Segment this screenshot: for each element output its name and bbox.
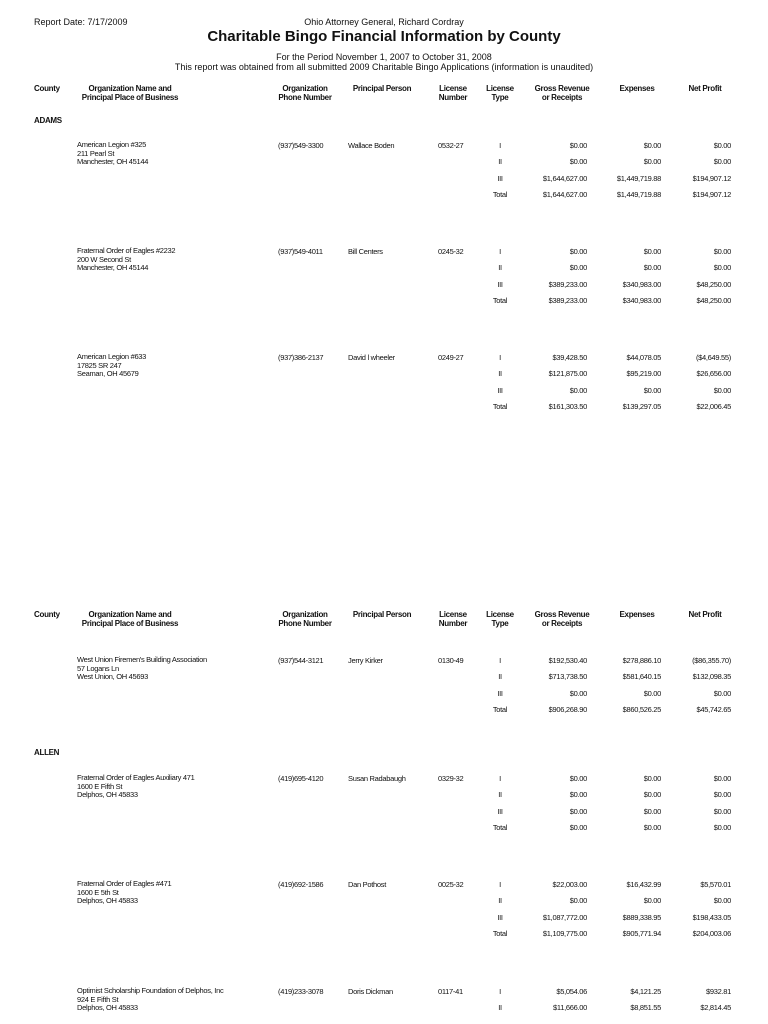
expenses-cell: $4,121.25 <box>630 987 661 996</box>
revenue-cell: $1,087,772.00 <box>542 913 587 922</box>
col-type-line2: Type <box>491 619 509 628</box>
org-address <box>77 774 195 800</box>
net-profit-cell: $198,433.05 <box>692 913 731 922</box>
org-street: 200 W Second St <box>77 254 131 264</box>
license-type-cell: II <box>498 369 502 378</box>
net-profit-cell: $932.81 <box>705 987 731 996</box>
revenue-cell: $0.00 <box>569 896 587 905</box>
col-license-line2: Number <box>438 93 468 102</box>
org-name: Fraternal Order of Eagles #2232 <box>77 246 176 255</box>
license-type-cell: II <box>498 263 502 272</box>
org-license-number: 0249-27 <box>438 353 464 362</box>
expenses-cell: $1,449,719.88 <box>616 174 661 183</box>
org-principal-person: Dan Pothost <box>348 880 386 889</box>
license-type-cell: I <box>499 880 501 889</box>
org-address <box>77 880 171 906</box>
col-org <box>70 610 190 628</box>
net-profit-cell: $194,907.12 <box>692 174 731 183</box>
expenses-cell: $0.00 <box>643 386 661 395</box>
expenses-cell: $581,640.15 <box>622 672 661 681</box>
license-type-cell: III <box>497 386 503 395</box>
expenses-cell: $860,526.25 <box>622 705 661 714</box>
expenses-cell: $889,338.95 <box>622 913 661 922</box>
expenses-cell: $95,219.00 <box>626 369 661 378</box>
license-type-cell: II <box>498 157 502 166</box>
col-revenue <box>522 610 602 628</box>
col-org-line1: Organization Name and <box>88 84 172 93</box>
col-phone-line1: Organization <box>282 84 328 93</box>
revenue-cell: $389,233.00 <box>548 280 587 289</box>
org-city: Delphos, OH 45833 <box>77 790 138 799</box>
net-profit-cell: $48,250.00 <box>696 296 731 305</box>
org-street: 211 Pearl St <box>77 148 115 158</box>
license-type-cell: Total <box>492 402 508 411</box>
revenue-cell: $1,644,627.00 <box>542 190 587 199</box>
col-type-line1: License <box>486 610 514 619</box>
license-type-cell: III <box>497 174 503 183</box>
report-title: Charitable Bingo Financial Information by County <box>207 28 561 45</box>
org-address <box>77 353 146 379</box>
org-phone: (419)233-3078 <box>278 987 324 996</box>
revenue-cell: $5,054.06 <box>556 987 587 996</box>
org-address <box>77 987 223 1013</box>
org-principal-person: Bill Centers <box>348 247 383 256</box>
org-city: Manchester, OH 45144 <box>77 263 149 272</box>
col-license-line1: License <box>439 610 467 619</box>
net-profit-cell: $0.00 <box>713 263 731 272</box>
org-principal-person: Jerry Kirker <box>348 656 383 665</box>
col-revenue-line1: Gross Revenue <box>534 610 590 619</box>
col-phone <box>265 84 345 102</box>
expenses-cell: $0.00 <box>643 896 661 905</box>
license-type-cell: III <box>497 689 503 698</box>
expenses-cell: $0.00 <box>643 807 661 816</box>
revenue-cell: $161,303.50 <box>548 402 587 411</box>
org-phone: (419)695-4120 <box>278 774 324 783</box>
col-license-type <box>475 84 525 102</box>
org-city: West Union, OH 45693 <box>77 672 148 681</box>
net-profit-cell: $0.00 <box>713 386 731 395</box>
org-principal-person: Doris Dickman <box>348 987 393 996</box>
org-city: Delphos, OH 45833 <box>77 1003 138 1012</box>
expenses-cell: $905,771.94 <box>622 929 661 938</box>
revenue-cell: $0.00 <box>569 157 587 166</box>
report-date: Report Date: 7/17/2009 <box>34 17 128 27</box>
net-profit-cell: $194,907.12 <box>692 190 731 199</box>
net-profit-cell: $0.00 <box>713 807 731 816</box>
org-city: Seaman, OH 45679 <box>77 369 139 378</box>
col-org-line1: Organization Name and <box>88 610 172 619</box>
net-profit-cell: $0.00 <box>713 689 731 698</box>
net-profit-cell: $0.00 <box>713 141 731 150</box>
org-phone: (937)386-2137 <box>278 353 324 362</box>
org-license-number: 0117-41 <box>438 987 463 996</box>
col-revenue-line2: or Receipts <box>541 93 583 102</box>
revenue-cell: $0.00 <box>569 386 587 395</box>
net-profit-cell: $0.00 <box>713 157 731 166</box>
expenses-cell: $16,432.99 <box>626 880 661 889</box>
license-type-cell: I <box>499 141 501 150</box>
col-revenue-line2: or Receipts <box>541 619 583 628</box>
org-principal-person: Wallace Boden <box>348 141 395 150</box>
col-org-line2: Principal Place of Business <box>81 619 179 628</box>
revenue-cell: $389,233.00 <box>548 296 587 305</box>
expenses-cell: $340,983.00 <box>622 296 661 305</box>
org-license-number: 0025-32 <box>438 880 464 889</box>
org-name: Fraternal Order of Eagles #471 <box>77 879 172 888</box>
license-type-cell: III <box>497 807 503 816</box>
org-license-number: 0245-32 <box>438 247 464 256</box>
revenue-cell: $0.00 <box>569 263 587 272</box>
revenue-cell: $906,268.90 <box>548 705 587 714</box>
revenue-cell: $713,738.50 <box>548 672 587 681</box>
revenue-cell: $22,003.00 <box>552 880 587 889</box>
net-profit-cell: $48,250.00 <box>696 280 731 289</box>
revenue-cell: $39,428.50 <box>552 353 587 362</box>
net-profit-cell: $0.00 <box>713 790 731 799</box>
org-address <box>77 141 148 167</box>
license-type-cell: Total <box>492 705 508 714</box>
org-street: 57 Logans Ln <box>77 663 119 673</box>
org-city: Delphos, OH 45833 <box>77 896 138 905</box>
revenue-cell: $1,109,775.00 <box>542 929 587 938</box>
org-principal-person: Susan Radabaugh <box>348 774 406 783</box>
net-profit-cell: $0.00 <box>713 823 731 832</box>
net-profit-cell: $5,570.01 <box>700 880 731 889</box>
expenses-cell: $0.00 <box>643 823 661 832</box>
org-name: West Union Firemen's Building Association <box>77 655 207 664</box>
expenses-cell: $278,886.10 <box>622 656 661 665</box>
col-county: County <box>34 610 60 619</box>
net-profit-cell: ($4,649.55) <box>695 353 731 362</box>
col-license-number <box>425 610 481 628</box>
org-name: Optimist Scholarship Foundation of Delphos, Inc <box>77 986 224 995</box>
revenue-cell: $121,875.00 <box>548 369 587 378</box>
col-type-line1: License <box>486 84 514 93</box>
expenses-cell: $0.00 <box>643 790 661 799</box>
license-type-cell: Total <box>492 823 508 832</box>
net-profit-cell: ($86,355.70) <box>692 656 731 665</box>
expenses-cell: $0.00 <box>643 141 661 150</box>
revenue-cell: $0.00 <box>569 790 587 799</box>
revenue-cell: $1,644,627.00 <box>542 174 587 183</box>
expenses-cell: $0.00 <box>643 689 661 698</box>
org-address <box>77 247 175 273</box>
col-expenses: Expenses <box>619 84 655 93</box>
county-name: ALLEN <box>34 748 60 757</box>
expenses-cell: $44,078.05 <box>626 353 661 362</box>
org-city: Manchester, OH 45144 <box>77 157 149 166</box>
net-profit-cell: $204,003.06 <box>692 929 731 938</box>
org-street: 17825 SR 247 <box>77 360 122 370</box>
license-type-cell: II <box>498 672 502 681</box>
col-phone-line2: Phone Number <box>278 619 332 628</box>
license-type-cell: I <box>499 247 501 256</box>
col-phone-line2: Phone Number <box>278 93 332 102</box>
net-profit-cell: $0.00 <box>713 774 731 783</box>
org-license-number: 0532-27 <box>438 141 464 150</box>
county-name: ADAMS <box>34 116 62 125</box>
license-type-cell: II <box>498 896 502 905</box>
col-phone-line1: Organization <box>282 610 328 619</box>
report-period: For the Period November 1, 2007 to October 31, 2008 <box>276 52 492 62</box>
expenses-cell: $340,983.00 <box>622 280 661 289</box>
revenue-cell: $192,530.40 <box>548 656 587 665</box>
col-phone <box>265 610 345 628</box>
net-profit-cell: $132,098.35 <box>692 672 731 681</box>
col-person: Principal Person <box>352 84 412 93</box>
expenses-cell: $0.00 <box>643 157 661 166</box>
col-license-number <box>425 84 481 102</box>
col-revenue-line1: Gross Revenue <box>534 84 590 93</box>
revenue-cell: $0.00 <box>569 774 587 783</box>
net-profit-cell: $26,656.00 <box>696 369 731 378</box>
expenses-cell: $139,297.05 <box>622 402 661 411</box>
org-phone: (937)549-3300 <box>278 141 324 150</box>
license-type-cell: Total <box>492 929 508 938</box>
license-type-cell: III <box>497 913 503 922</box>
org-street: 1600 E Fifth St <box>77 781 123 791</box>
expenses-cell: $0.00 <box>643 263 661 272</box>
org-street: 924 E Fifth St <box>77 994 119 1004</box>
org-license-number: 0329-32 <box>438 774 464 783</box>
revenue-cell: $0.00 <box>569 807 587 816</box>
license-type-cell: I <box>499 353 501 362</box>
license-type-cell: II <box>498 1003 502 1012</box>
org-name: American Legion #633 <box>77 352 147 361</box>
report-note: This report was obtained from all submitted 2009 Charitable Bingo Applications (information is unaudited) <box>174 62 594 72</box>
net-profit-cell: $45,742.65 <box>696 705 731 714</box>
revenue-cell: $0.00 <box>569 689 587 698</box>
license-type-cell: I <box>499 987 501 996</box>
license-type-cell: I <box>499 774 501 783</box>
col-org <box>70 84 190 102</box>
agency-name: Ohio Attorney General, Richard Cordray <box>304 17 464 27</box>
col-license-line2: Number <box>438 619 468 628</box>
expenses-cell: $8,851.55 <box>630 1003 661 1012</box>
org-name: Fraternal Order of Eagles Auxiliary 471 <box>77 773 195 782</box>
org-phone: (937)549-4011 <box>278 247 323 256</box>
org-address <box>77 656 207 682</box>
col-person: Principal Person <box>352 610 412 619</box>
col-revenue <box>522 84 602 102</box>
org-principal-person: David l wheeler <box>348 353 395 362</box>
col-net-profit: Net Profit <box>688 610 722 619</box>
expenses-cell: $0.00 <box>643 247 661 256</box>
revenue-cell: $0.00 <box>569 247 587 256</box>
org-phone: (937)544-3121 <box>278 656 324 665</box>
col-net-profit: Net Profit <box>688 84 722 93</box>
license-type-cell: Total <box>492 296 508 305</box>
org-name: American Legion #325 <box>77 140 147 149</box>
revenue-cell: $0.00 <box>569 141 587 150</box>
org-street: 1600 E 5th St <box>77 887 119 897</box>
col-type-line2: Type <box>491 93 509 102</box>
net-profit-cell: $0.00 <box>713 896 731 905</box>
license-type-cell: III <box>497 280 503 289</box>
col-license-line1: License <box>439 84 467 93</box>
license-type-cell: Total <box>492 190 508 199</box>
license-type-cell: II <box>498 790 502 799</box>
col-org-line2: Principal Place of Business <box>81 93 179 102</box>
expenses-cell: $1,449,719.88 <box>616 190 661 199</box>
col-expenses: Expenses <box>619 610 655 619</box>
net-profit-cell: $0.00 <box>713 247 731 256</box>
revenue-cell: $11,666.00 <box>553 1003 587 1012</box>
net-profit-cell: $2,814.45 <box>700 1003 731 1012</box>
net-profit-cell: $22,006.45 <box>696 402 731 411</box>
col-county: County <box>34 84 60 93</box>
col-license-type <box>475 610 525 628</box>
expenses-cell: $0.00 <box>643 774 661 783</box>
org-license-number: 0130-49 <box>438 656 464 665</box>
license-type-cell: I <box>499 656 501 665</box>
org-phone: (419)692-1586 <box>278 880 324 889</box>
revenue-cell: $0.00 <box>569 823 587 832</box>
